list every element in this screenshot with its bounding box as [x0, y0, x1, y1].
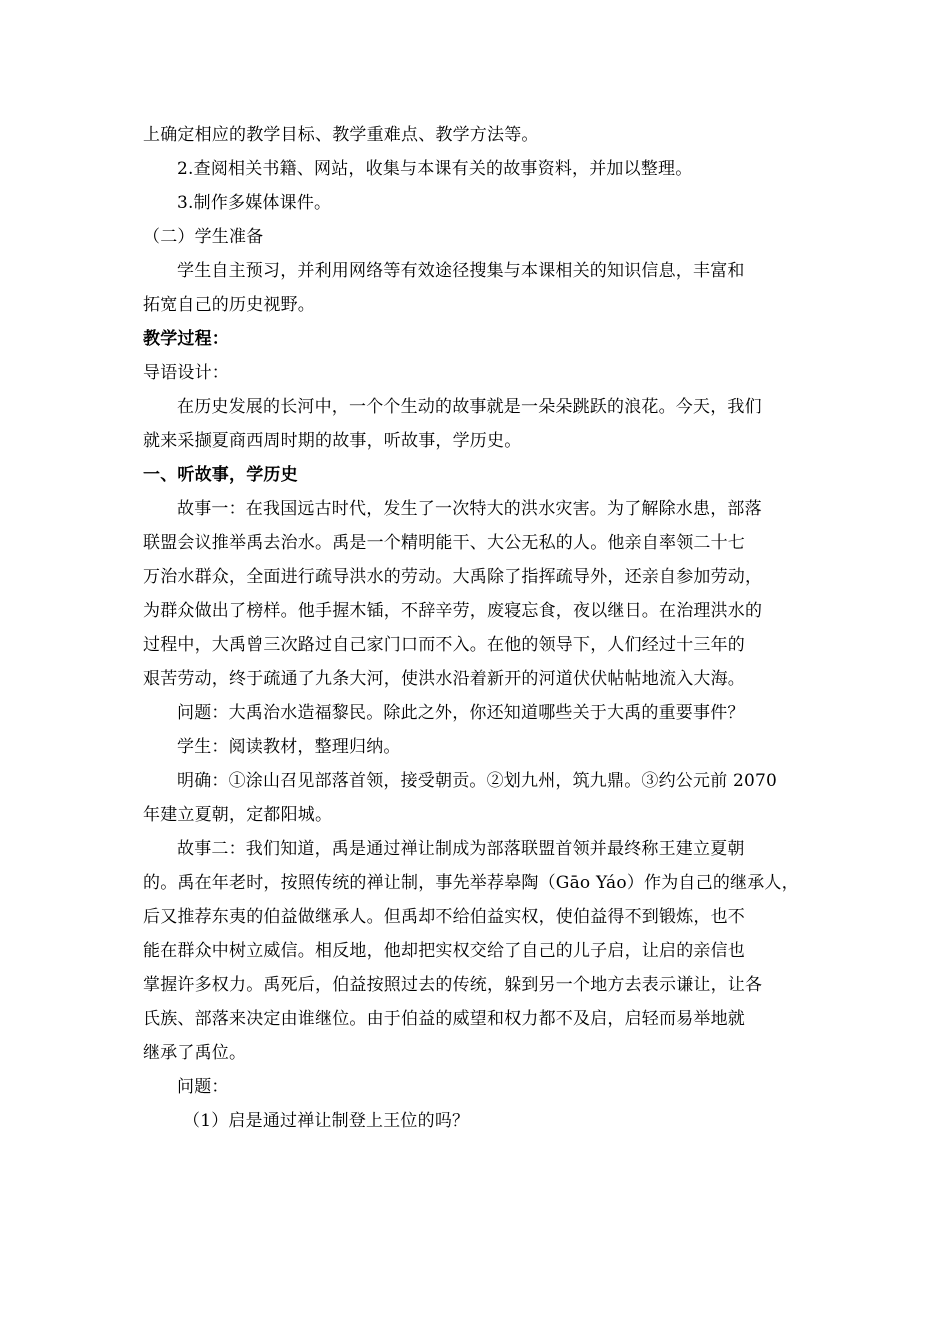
text-line: 年建立夏朝，定都阳城。 — [143, 805, 333, 825]
text-line: 氏族、部落来决定由谁继位。由于伯益的威望和权力都不及启，启轻而易举地就 — [143, 1009, 745, 1029]
text-line: 掌握许多权力。禹死后，伯益按照过去的传统，躲到另一个地方去表示谦让，让各 — [143, 975, 763, 995]
text-line: 导语设计： — [143, 363, 229, 383]
text-line: 故事二：我们知道，禹是通过禅让制成为部落联盟首领并最终称王建立夏朝 — [177, 839, 745, 859]
text-line: 学生自主预习，并利用网络等有效途径搜集与本课相关的知识信息，丰富和 — [177, 261, 745, 281]
text-line: 问题： — [177, 1077, 229, 1097]
text-line: 联盟会议推举禹去治水。禹是一个精明能干、大公无私的人。他亲自率领二十七 — [143, 533, 745, 553]
text-line: 为群众做出了榜样。他手握木锸，不辞辛劳，废寝忘食，夜以继日。在治理洪水的 — [143, 601, 763, 621]
text-line: 艰苦劳动，终于疏通了九条大河，使洪水沿着新开的河道伏伏帖帖地流入大海。 — [143, 669, 745, 689]
document-page — [143, 118, 808, 1138]
section-heading: 教学过程： — [143, 329, 229, 349]
text-line: 明确：①涂山召见部落首领，接受朝贡。②划九州，筑九鼎。③约公元前 2070 — [177, 771, 778, 791]
text-line: 过程中，大禹曾三次路过自己家门口而不入。在他的领导下，人们经过十三年的 — [143, 635, 745, 655]
text-line: 就来采撷夏商西周时期的故事，听故事，学历史。 — [143, 431, 522, 451]
text-line: 学生：阅读教材，整理归纳。 — [177, 737, 401, 757]
text-line: 拓宽自己的历史视野。 — [143, 295, 315, 315]
text-line: （二）学生准备 — [143, 227, 264, 247]
text-line: 问题：大禹治水造福黎民。除此之外，你还知道哪些关于大禹的重要事件？ — [177, 703, 745, 723]
text-line: 3.制作多媒体课件。 — [177, 193, 332, 213]
text-line: 2.查阅相关书籍、网站，收集与本课有关的故事资料，并加以整理。 — [177, 159, 693, 179]
text-line: 上确定相应的教学目标、教学重难点、教学方法等。 — [143, 125, 539, 145]
text-line: 后又推荐东夷的伯益做继承人。但禹却不给伯益实权，使伯益得不到锻炼，也不 — [143, 907, 745, 927]
text-line: 万治水群众，全面进行疏导洪水的劳动。大禹除了指挥疏导外，还亲自参加劳动， — [143, 567, 763, 587]
text-line: （1）启是通过禅让制登上王位的吗？ — [183, 1111, 470, 1131]
text-line: 的。禹在年老时，按照传统的禅让制，事先举荐皋陶（Gāo Yáo）作为自己的继承人， — [143, 873, 799, 893]
section-heading: 一、听故事，学历史 — [143, 465, 298, 485]
text-line: 能在群众中树立威信。相反地，他却把实权交给了自己的儿子启，让启的亲信也 — [143, 941, 745, 961]
text-line: 在历史发展的长河中，一个个生动的故事就是一朵朵跳跃的浪花。今天，我们 — [177, 397, 762, 417]
text-line: 故事一：在我国远古时代，发生了一次特大的洪水灾害。为了解除水患，部落 — [177, 499, 762, 519]
text-line: 继承了禹位。 — [143, 1043, 247, 1063]
